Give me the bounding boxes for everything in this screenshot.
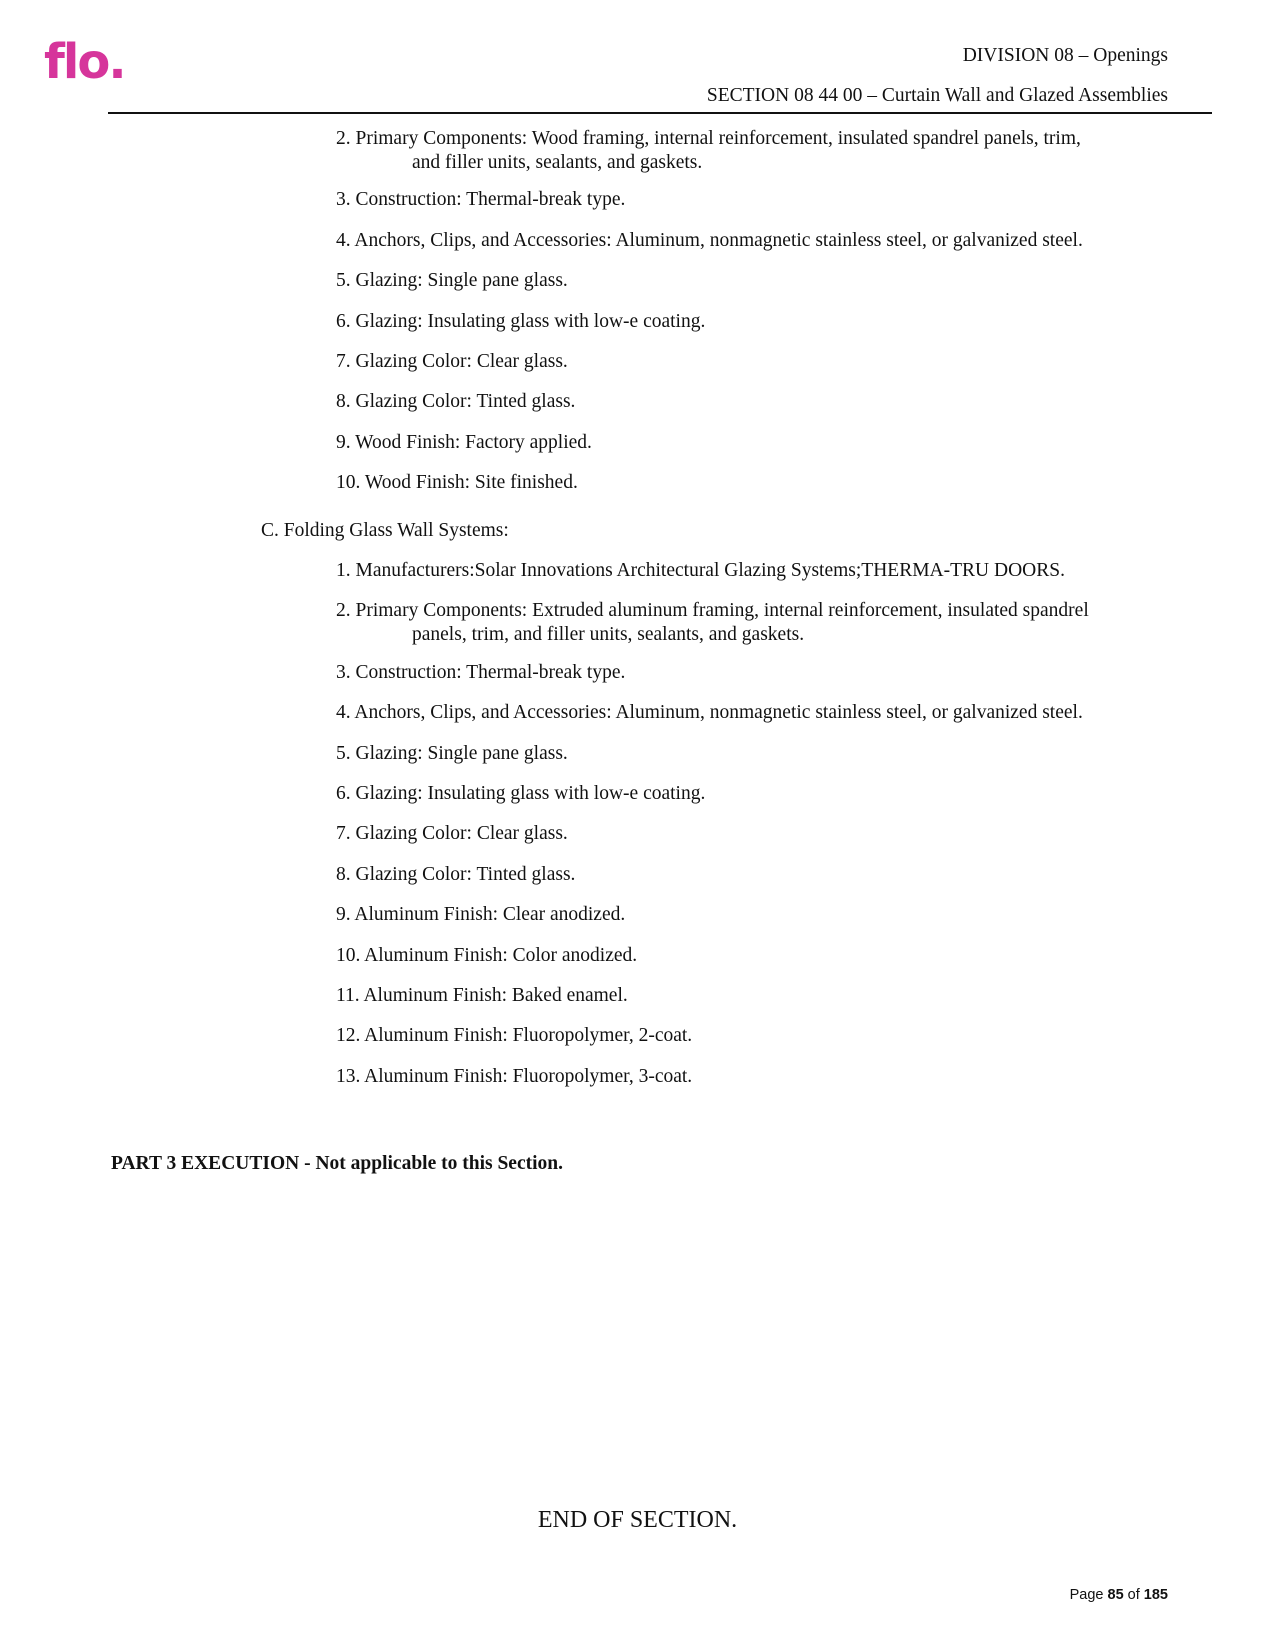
list-item-continuation: panels, trim, and filler units, sealants, and gaskets. [412,624,805,646]
header-division: DIVISION 08 – Openings [962,45,1168,66]
list-item-text: 10. Wood Finish: Site finished. [336,472,578,494]
list-item [336,903,1166,927]
list-item-text: 10. Aluminum Finish: Color anodized. [336,944,638,966]
list-item-text: 12. Aluminum Finish: Fluoropolymer, 2-coat. [336,1025,693,1047]
list-item-text: 8. Glazing Color: Tinted glass. [336,863,576,885]
header-section: SECTION 08 44 00 – Curtain Wall and Glazed Assemblies [706,85,1168,106]
page-current: 85 [1107,1587,1124,1603]
list-item [336,822,1166,846]
flo-logo: flo. [44,34,125,90]
header-rule [108,112,1212,114]
list-item [336,1065,1166,1089]
list-item-text: 2. Primary Components: Extruded aluminum framing, internal reinforcement, insulated spandrel [336,600,1089,622]
list-item [336,127,1166,175]
list-item-text: 7. Glazing Color: Clear glass. [336,351,568,372]
list-item-text: 8. Glazing Color: Tinted glass. [336,391,576,413]
list-item-text: 9. Aluminum Finish: Clear anodized. [336,904,626,926]
subsection-c-heading: C. Folding Glass Wall Systems: [261,520,509,541]
part3-heading [111,1153,563,1175]
page-number [1070,1587,1168,1603]
list-item-text: 11. Aluminum Finish: Baked enamel. [336,985,628,1006]
list-item [336,661,1166,685]
list-item [336,188,1166,212]
part3-label: PART 3 EXECUTION [111,1153,300,1174]
list-item-text: 2. Primary Components: Wood framing, internal reinforcement, insulated spandrel panels, trim, [336,128,1081,149]
page-of: of [1123,1587,1144,1603]
list-item [336,944,1166,968]
list-item [336,1024,1166,1048]
list-item [336,390,1166,414]
list-item-text: 7. Glazing Color: Clear glass. [336,823,568,845]
page-total: 185 [1143,1587,1168,1603]
list-item [336,701,1166,725]
list-item-text: 5. Glazing: Single pane glass. [336,270,568,292]
list-item-continuation: and filler units, sealants, and gaskets. [412,152,703,173]
list-item-text: 4. Anchors, Clips, and Accessories: Aluminum, nonmagnetic stainless steel, or galvanized steel. [336,702,1083,724]
list-item-text: 5. Glazing: Single pane glass. [336,742,568,764]
list-item [336,559,1166,583]
list-item-text: 13. Aluminum Finish: Fluoropolymer, 3-coat. [336,1065,693,1087]
list-item-text: 9. Wood Finish: Factory applied. [336,431,592,453]
list-item [336,431,1166,455]
list-item-text: 6. Glazing: Insulating glass with low-e coating. [336,310,706,332]
list-item [336,310,1166,334]
part3-rest: - Not applicable to this Section. [299,1153,563,1174]
list-item [336,984,1166,1008]
page-word: Page [1069,1587,1108,1603]
list-item-text: 3. Construction: Thermal-break type. [336,661,626,683]
list-item-text: 4. Anchors, Clips, and Accessories: Aluminum, nonmagnetic stainless steel, or galvanized steel. [336,229,1083,251]
list-item [336,782,1166,806]
list-item [336,471,1166,495]
list-item [336,599,1166,647]
list-item [336,863,1166,887]
list-item-text: 1. Manufacturers:Solar Innovations Architectural Glazing Systems;THERMA-TRU DOORS. [336,560,1065,581]
list-item [336,269,1166,293]
list-item-text: 6. Glazing: Insulating glass with low-e coating. [336,783,706,804]
list-item [336,742,1166,766]
list-item-text: 3. Construction: Thermal-break type. [336,189,626,211]
list-item [336,350,1166,374]
end-of-section: END OF SECTION. [537,1507,738,1533]
list-item [336,229,1166,253]
